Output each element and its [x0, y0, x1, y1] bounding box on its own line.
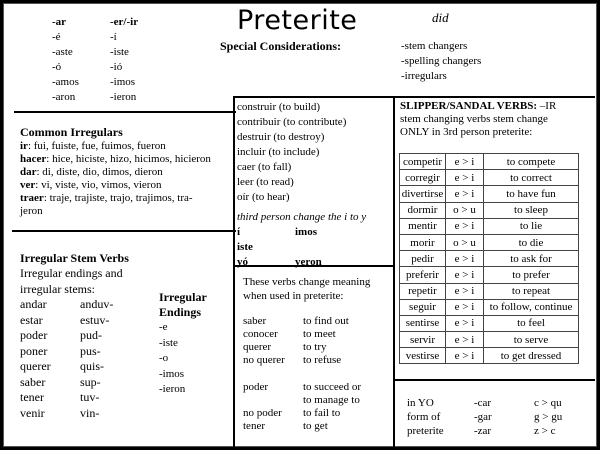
meaning: to get	[303, 420, 328, 432]
spelling-change: g > gu	[534, 411, 563, 423]
y-change-verb: caer (to fall)	[237, 161, 292, 173]
verb-cell: servir	[400, 332, 446, 348]
meaning-cell: to prefer	[484, 267, 579, 283]
meaning-change-intro: These verbs change meaning	[243, 276, 371, 288]
table-row	[400, 299, 579, 315]
verb-cell: vestirse	[400, 348, 446, 364]
spelling-ending: -car	[474, 397, 492, 409]
y-form: iste	[237, 241, 253, 253]
meaning-cell: to repeat	[484, 283, 579, 299]
irregular-ending: -iste	[159, 336, 178, 349]
irregular-stem-desc: Irregular endings and	[20, 266, 123, 280]
divider-top-right	[233, 96, 595, 98]
table-row	[400, 154, 579, 170]
irregular-verb: ir	[20, 140, 28, 152]
er-ir-ending: -imos	[110, 76, 136, 88]
special-item: -spelling changers	[401, 55, 482, 67]
meaning-cell: to compete	[484, 154, 579, 170]
meaning-change-intro: when used in preterite:	[243, 290, 344, 302]
er-ir-ending: -ió	[110, 61, 123, 73]
y-form: imos	[295, 226, 317, 238]
meaning-cell: to feel	[484, 315, 579, 331]
infinitive: poner	[20, 343, 48, 358]
infinitive: andar	[20, 297, 47, 311]
slipper-heading-tail: –IR	[537, 100, 557, 112]
meaning-cell: to follow, continue	[484, 299, 579, 315]
spelling-change: z > c	[534, 425, 556, 437]
table-row	[400, 186, 579, 202]
verb: no poder	[243, 407, 282, 419]
infinitive: querer	[20, 359, 51, 373]
infinitive: saber	[20, 374, 46, 389]
title-translation: did	[432, 10, 449, 25]
spelling-label: in YO	[407, 397, 434, 409]
slipper-heading: SLIPPER/SANDAL VERBS:	[400, 100, 538, 112]
y-change-verb: construir (to build)	[237, 101, 321, 113]
meaning: to manage to	[303, 394, 360, 406]
irregular-forms: : fui, fuiste, fue, fuimos, fueron	[27, 140, 166, 152]
change-cell: o > u	[446, 202, 484, 218]
y-change-verb: destruir (to destroy)	[237, 131, 325, 143]
common-irregulars-section	[20, 125, 235, 218]
stem: vin-	[80, 405, 100, 420]
meaning: to find out	[303, 315, 349, 327]
change-cell: e > i	[446, 170, 484, 186]
spelling-change: c > qu	[534, 397, 562, 409]
irregular-endings-heading: Endings	[159, 305, 202, 319]
table-row	[400, 315, 579, 331]
change-cell: e > i	[446, 218, 484, 234]
er-ir-header: -er/-ir	[110, 16, 139, 28]
preterite-reference-sheet	[3, 3, 597, 447]
meaning-cell: to get dressed	[484, 348, 579, 364]
y-change-section	[237, 100, 366, 270]
change-cell: e > i	[446, 283, 484, 299]
irregular-forms: : di, diste, dio, dimos, dieron	[36, 166, 163, 178]
infinitive: estar	[20, 312, 43, 327]
verb-cell: corregir	[400, 170, 446, 186]
page-title: Preterite	[237, 5, 358, 36]
verb-cell: repetir	[400, 283, 446, 299]
irregular-ending: -o	[159, 352, 169, 364]
meaning: to meet	[303, 328, 336, 340]
meaning-cell: to serve	[484, 332, 579, 348]
special-item: -irregulars	[401, 70, 447, 82]
ar-ending: -é	[52, 31, 61, 43]
irregular-forms: : vi, viste, vio, vimos, vieron	[35, 179, 162, 191]
change-cell: o > u	[446, 234, 484, 250]
er-ir-ending: -iste	[110, 46, 129, 58]
irregular-ending: -e	[159, 321, 168, 333]
irregular-verb: ver	[20, 179, 36, 191]
change-cell: e > i	[446, 299, 484, 315]
verb: saber	[243, 315, 267, 327]
verb: no querer	[243, 354, 285, 366]
table-row	[400, 202, 579, 218]
y-form: yeron	[295, 256, 322, 268]
slipper-verbs-intro	[400, 100, 556, 139]
table-row	[400, 251, 579, 267]
verb	[243, 394, 303, 407]
special-considerations-label: Special Considerations:	[220, 39, 342, 53]
change-cell: e > i	[446, 154, 484, 170]
meaning-cell: to die	[484, 234, 579, 250]
infinitive: poder	[20, 328, 48, 342]
special-considerations-list	[401, 39, 481, 84]
ar-header: -ar	[52, 16, 67, 28]
irregular-verb: hacer	[20, 153, 47, 165]
infinitive: tener	[20, 390, 44, 404]
y-change-note: third person change the i to y	[237, 211, 367, 223]
verb-cell: divertirse	[400, 186, 446, 202]
divider-endings	[14, 111, 236, 113]
stem: pus-	[80, 343, 101, 358]
verb: querer	[243, 341, 272, 353]
er-ir-ending: -ieron	[110, 91, 137, 103]
irregular-stem-desc: irregular stems:	[20, 281, 95, 296]
er-ir-ending: -í	[110, 31, 117, 43]
verb-cell: morir	[400, 234, 446, 250]
verb-cell: seguir	[400, 299, 446, 315]
table-row	[400, 234, 579, 250]
stem: quis-	[80, 359, 104, 373]
y-change-verb: oír (to hear)	[237, 191, 290, 203]
stem: tuv-	[80, 390, 100, 404]
verb-cell: sentirse	[400, 315, 446, 331]
verb-cell: competir	[400, 154, 446, 170]
slipper-verbs-table	[399, 153, 579, 364]
table-row	[400, 332, 579, 348]
irregular-endings-heading: Irregular	[159, 290, 207, 304]
y-change-verb: leer (to read)	[237, 176, 294, 188]
table-row	[400, 218, 579, 234]
verb-cell: mentir	[400, 218, 446, 234]
change-cell: e > i	[446, 315, 484, 331]
y-form: í	[237, 226, 241, 238]
irregular-ending: -ieron	[159, 383, 186, 395]
ar-ending: -amos	[52, 76, 79, 88]
change-cell: e > i	[446, 251, 484, 267]
spelling-changes-section	[407, 396, 562, 438]
infinitive: venir	[20, 405, 45, 420]
table-row	[400, 170, 579, 186]
table-row	[400, 267, 579, 283]
meaning-cell: to correct	[484, 170, 579, 186]
change-cell: e > i	[446, 348, 484, 364]
spelling-label: form of	[407, 411, 441, 423]
spelling-ending: -zar	[474, 425, 492, 437]
verb-cell: dormir	[400, 202, 446, 218]
slipper-desc: stem changing verbs stem change	[400, 113, 548, 125]
regular-endings	[52, 15, 138, 105]
change-cell: e > i	[446, 267, 484, 283]
y-change-verb: contribuir (to contribute)	[237, 116, 347, 128]
meaning-cell: to ask for	[484, 251, 579, 267]
divider-right-column	[393, 96, 395, 448]
ar-ending: -aste	[52, 46, 73, 58]
irregular-ending: -imos	[159, 367, 185, 380]
meaning-cell: to lie	[484, 218, 579, 234]
verb: tener	[243, 420, 265, 432]
irregular-forms: : traje, trajiste, trajo, trajimos, tra-jeron	[20, 192, 193, 217]
change-cell: e > i	[446, 332, 484, 348]
ar-ending: -aron	[52, 91, 76, 103]
common-irregulars-heading: Common Irregulars	[20, 125, 123, 139]
verb: conocer	[243, 328, 278, 340]
y-form: yó	[237, 256, 248, 268]
stem: estuv-	[80, 312, 110, 327]
verb-cell: pedir	[400, 251, 446, 267]
table-row	[400, 283, 579, 299]
meaning-cell: to sleep	[484, 202, 579, 218]
meaning-cell: to have fun	[484, 186, 579, 202]
change-cell: e > i	[446, 186, 484, 202]
irregular-verb: traer	[20, 192, 44, 204]
meaning: to succeed or	[303, 381, 362, 393]
stem: pud-	[80, 328, 102, 342]
y-change-verb: incluir (to include)	[237, 146, 320, 158]
meaning: to fail to	[303, 407, 341, 419]
irregular-stem-heading: Irregular Stem Verbs	[20, 251, 129, 265]
divider-irregulars	[12, 230, 236, 232]
verb-cell: preferir	[400, 267, 446, 283]
meaning: to refuse	[303, 354, 342, 366]
meaning: to try	[303, 341, 327, 353]
verb: poder	[243, 381, 269, 393]
meaning-change-section	[243, 275, 370, 433]
stem: sup-	[80, 374, 101, 389]
irregular-verb: dar	[20, 166, 37, 178]
irregular-endings-section	[159, 290, 207, 398]
irregular-stem-verbs-section	[20, 250, 129, 421]
irregular-forms: : hice, hiciste, hizo, hicimos, hicieron	[46, 153, 211, 165]
spelling-label: preterite	[407, 425, 444, 437]
divider-spelling	[393, 379, 595, 381]
special-item: -stem changers	[401, 40, 468, 52]
slipper-desc: ONLY in 3rd person preterite:	[400, 126, 533, 138]
ar-ending: -ó	[52, 61, 62, 73]
stem: anduv-	[80, 297, 114, 311]
table-row	[400, 348, 579, 364]
spelling-ending: -gar	[474, 411, 492, 423]
